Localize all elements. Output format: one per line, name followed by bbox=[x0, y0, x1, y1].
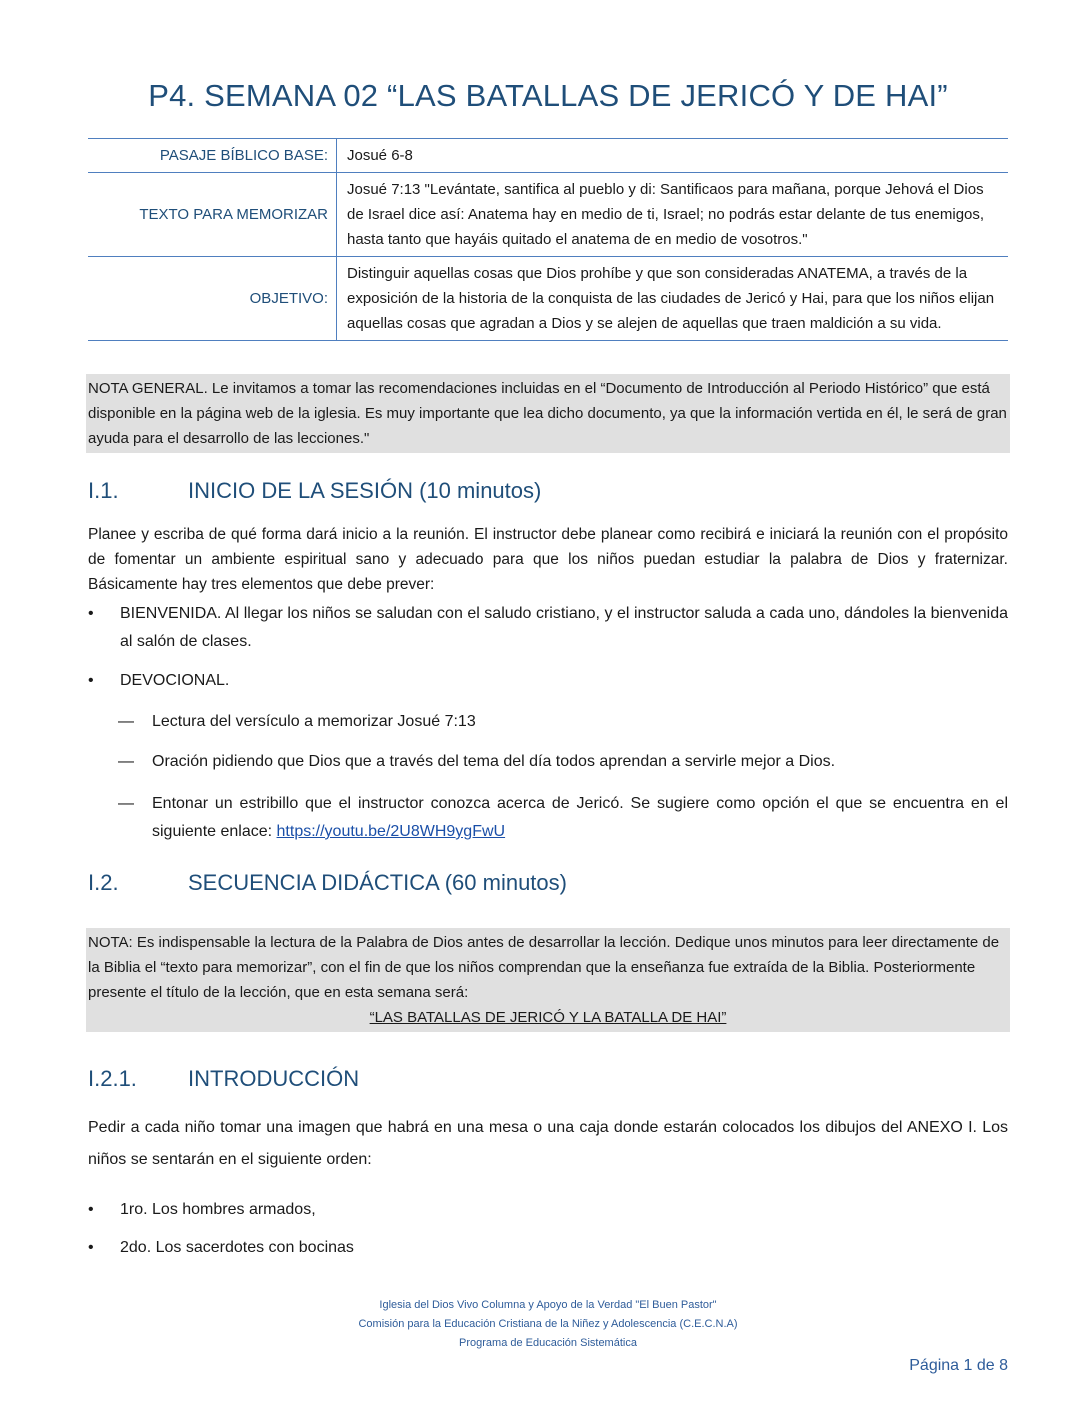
section-number: I.2.1. bbox=[88, 1066, 137, 1091]
section-number: I.2. bbox=[88, 870, 119, 895]
sub-list-item bbox=[118, 790, 1008, 846]
info-value: Josué 6-8 bbox=[347, 147, 413, 164]
sub-list-item bbox=[118, 748, 1008, 776]
page-number: Página 1 de 8 bbox=[909, 1357, 1008, 1374]
list-item-text: DEVOCIONAL. bbox=[120, 672, 230, 689]
introduction-paragraph: Pedir a cada niño tomar una imagen que habrá en una mesa o una caja donde estarán colocados los dibujos del ANEXO I. Los niños se sentarán en el siguiente orden: bbox=[88, 1119, 1008, 1168]
dash-icon: — bbox=[118, 753, 134, 770]
info-value: Distinguir aquellas cosas que Dios prohíbe y que son consideradas ANATEMA, a través de la exposición de la historia de la conquista de las ciudades de Jericó y Hai, para que los niños elijan aquellas cosas que agradan a Dios y se alejen de aquellas que traen maldición a su vida. bbox=[347, 265, 995, 332]
section-title: INICIO DE LA SESIÓN (10 minutos) bbox=[188, 478, 542, 503]
bullet-icon: • bbox=[88, 1201, 94, 1218]
section-number: I.1. bbox=[88, 478, 119, 503]
page-footer bbox=[88, 1296, 1008, 1353]
info-value: Josué 7:13 "Levántate, santifica al pueblo y di: Santificaos para mañana, porque Jehová el Dios de Israel dice así: Anatema hay en medio de ti, Israel; no podrás estar delante de tus enemigos, hasta tanto que hayáis quitado el anatema de en medio de vosotros." bbox=[347, 181, 985, 248]
footer-line: Comisión para la Educación Cristiana de la Niñez y Adolescencia (C.E.C.N.A) bbox=[358, 1318, 738, 1330]
general-note: NOTA GENERAL. Le invitamos a tomar las recomendaciones incluidas en el “Documento de Introducción al Periodo Histórico” que está disponible en la página web de la iglesia. Es muy importante que lea dicho documento, ya que la información vertida en él, le será de gran ayuda para el desarrollo de las lecciones." bbox=[86, 374, 1010, 453]
sub-list-item-text: Lectura del versículo a memorizar Josué 7:13 bbox=[152, 713, 476, 730]
dash-icon: — bbox=[118, 795, 134, 812]
table-row bbox=[88, 139, 1008, 173]
list-item-bienvenida bbox=[88, 600, 1008, 656]
list-item-text: BIENVENIDA. Al llegar los niños se saludan con el saludo cristiano, y el instructor saluda a cada uno, dándoles la bienvenida al salón de clases. bbox=[120, 605, 1008, 650]
info-label: PASAJE BÍBLICO BASE: bbox=[88, 139, 337, 173]
sub-list-item-text bbox=[152, 790, 1008, 846]
table-row bbox=[88, 257, 1008, 341]
note-text: NOTA: Es indispensable la lectura de la Palabra de Dios antes de desarrollar la lección. Dedique unos minutos para leer directamente de la Biblia el “texto para memorizar”, con el fin de que los niños comprendan que la enseñanza fue extraída de la Biblia. Posteriormente presente el título de la lección, que en esta semana será: bbox=[88, 934, 1000, 1001]
list-item-text: 2do. Los sacerdotes con bocinas bbox=[120, 1239, 354, 1256]
footer-line: Iglesia del Dios Vivo Columna y Apoyo de la Verdad "El Buen Pastor" bbox=[379, 1299, 717, 1311]
list-item-text: 1ro. Los hombres armados, bbox=[120, 1201, 316, 1218]
lesson-title: “LAS BATALLAS DE JERICÓ Y LA BATALLA DE HAI” bbox=[369, 1009, 727, 1026]
youtube-link[interactable]: https://youtu.be/2U8WH9ygFwU bbox=[276, 823, 506, 840]
dash-icon: — bbox=[118, 713, 134, 730]
list-item bbox=[88, 1234, 1008, 1262]
section-intro-paragraph: Planee y escriba de qué forma dará inicio a la reunión. El instructor debe planear como recibirá e iniciará la reunión con el propósito de fomentar un ambiente espiritual sano y adecuado para que los niños puedan estudiar la palabra de Dios y fraternizar. Básicamente hay tres elementos que debe prever: bbox=[88, 526, 1008, 593]
info-label: OBJETIVO: bbox=[88, 257, 337, 341]
page-title: P4. SEMANA 02 “LAS BATALLAS DE JERICÓ Y DE HAI” bbox=[148, 78, 948, 113]
sub-list-item-text: Oración pidiendo que Dios que a través del tema del día todos aprendan a servirle mejor a Dios. bbox=[152, 753, 836, 770]
lesson-info-table bbox=[88, 138, 1008, 341]
lesson-note bbox=[86, 928, 1010, 1032]
bullet-icon: • bbox=[88, 1239, 94, 1256]
table-row bbox=[88, 173, 1008, 257]
list-item bbox=[88, 1196, 1008, 1224]
sub-list-item-label: Entonar un estribillo que el instructor conozca acerca de Jericó. Se sugiere como opción el que se encuentra en el siguiente enlace: bbox=[152, 795, 1008, 840]
section-heading-secuencia bbox=[88, 870, 567, 896]
section-heading-introduccion bbox=[88, 1066, 359, 1092]
bullet-icon: • bbox=[88, 672, 94, 689]
section-title: SECUENCIA DIDÁCTICA (60 minutos) bbox=[188, 870, 567, 895]
section-title: INTRODUCCIÓN bbox=[188, 1066, 360, 1091]
list-item-devocional bbox=[88, 667, 1008, 695]
footer-line: Programa de Educación Sistemática bbox=[459, 1337, 637, 1349]
bullet-icon: • bbox=[88, 605, 94, 622]
section-heading-inicio bbox=[88, 478, 541, 504]
sub-list-item bbox=[118, 708, 1008, 736]
info-label: TEXTO PARA MEMORIZAR bbox=[88, 173, 337, 257]
